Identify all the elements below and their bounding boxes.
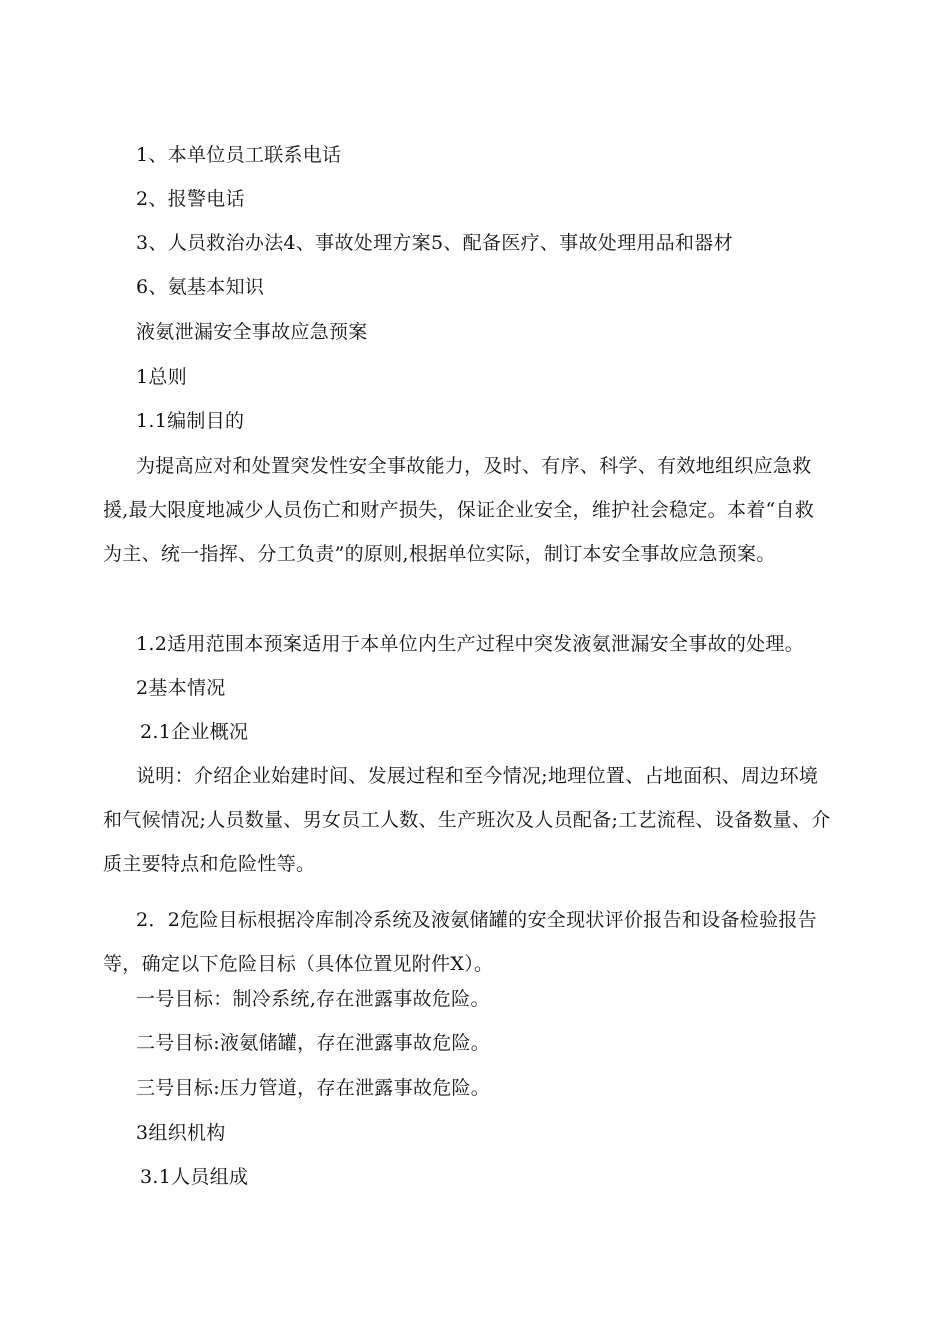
overview-paragraph: 说明：介绍企业始建时间、发展过程和至今情况;地理位置、占地面积、周边环境和气候情况;人员数量、男女员工人数、生产班次及人员配备;工艺流程、设备数量、介质主要特点和危险性等。	[103, 765, 831, 875]
contact-phone-item: 1、本单位员工联系电话	[136, 144, 342, 166]
hazard-paragraph: 2．2危险目标根据冷库制冷系统及液氨储罐的安全现状评价报告和设备检验报告等，确定以下危险目标（具体位置见附件X）。	[103, 909, 817, 975]
ammonia-knowledge-item: 6、氨基本知识	[136, 276, 265, 298]
alarm-phone-item: 2、报警电话	[136, 188, 245, 210]
section-company-overview: 2.1企业概况	[140, 721, 249, 743]
target-two: 二号目标:液氨储罐，存在泄露事故危险。	[136, 1032, 491, 1054]
target-one: 一号目标：制冷系统,存在泄露事故危险。	[136, 988, 490, 1010]
section-organization: 3组织机构	[136, 1122, 226, 1144]
target-three: 三号目标:压力管道，存在泄露事故危险。	[136, 1077, 491, 1099]
section-general: 1总则	[136, 366, 187, 388]
section-purpose: 1.1编制目的	[136, 410, 245, 432]
plan-title: 液氨泄漏安全事故应急预案	[136, 321, 368, 343]
purpose-paragraph: 为提高应对和处置突发性安全事故能力，及时、有序、科学、有效地组织应急救援,最大限度地减少人员伤亡和财产损失，保证企业安全，维护社会稳定。本着“自救为主、统一指挥、分工负责”的原则,根据单位实际，制订本安全事故应急预案。	[103, 455, 815, 565]
section-scope: 1.2适用范围本预案适用于本单位内生产过程中突发液氨泄漏安全事故的处理。	[136, 633, 805, 655]
section-personnel: 3.1人员组成	[140, 1166, 249, 1188]
treatment-item: 3、人员救治办法4、事故处理方案5、配备医疗、事故处理用品和器材	[136, 232, 733, 254]
section-basic-info: 2基本情况	[136, 677, 226, 699]
